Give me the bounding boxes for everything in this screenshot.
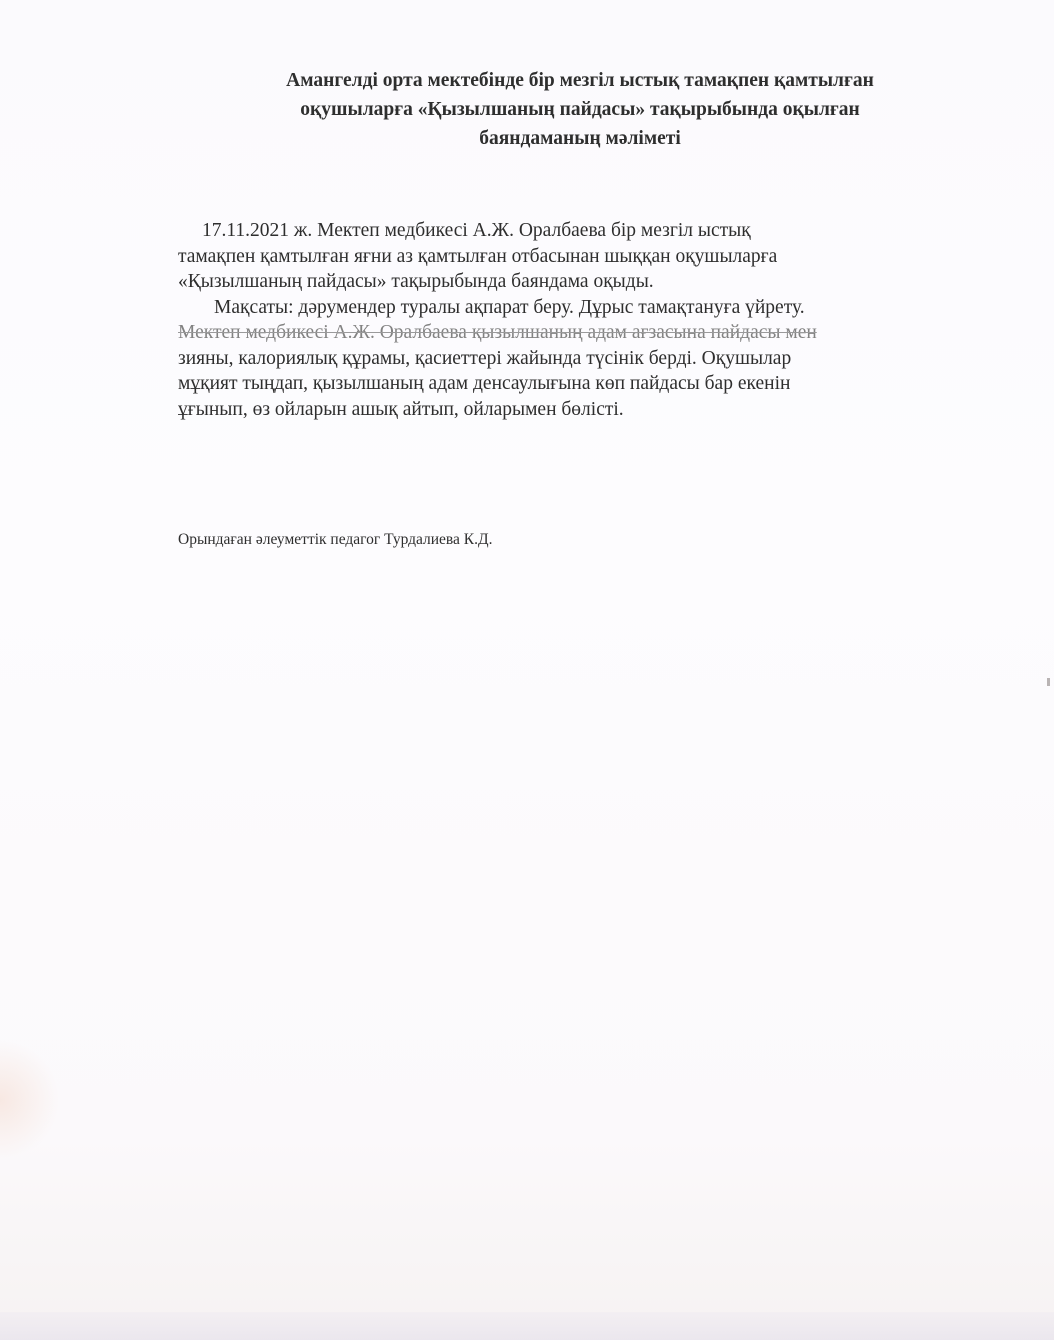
scan-speck <box>1047 678 1050 686</box>
body-line-faded: Мектеп медбикесі А.Ж. Оралбаева қызылшаның адам ағзасына пайдасы мен <box>178 322 817 343</box>
body-line: ұғынып, өз ойларын ашық айтып, ойларымен бөлісті. <box>178 398 624 420</box>
title-line: Амангелді орта мектебінде бір мезгіл ыстық тамақпен қамтылған <box>286 70 874 91</box>
signature-line: Орындаған әлеуметтік педагог Турдалиева К.Д. <box>178 531 493 548</box>
paper-stain <box>0 1040 60 1160</box>
document-title <box>200 66 960 153</box>
document-body <box>178 218 978 422</box>
body-line: мұқият тыңдап, қызылшаның адам денсаулығына көп пайдасы бар екенін <box>178 373 791 394</box>
body-line: тамақпен қамтылған яғни аз қамтылған отбасынан шыққан оқушыларға <box>178 245 778 267</box>
body-line: 17.11.2021 ж. Мектеп медбикесі А.Ж. Оралбаева бір мезгіл ыстық <box>202 220 751 241</box>
body-line: зияны, калориялық құрамы, қасиеттері жайында түсінік берді. Оқушылар <box>178 347 792 369</box>
title-line: баяндаманың мәліметі <box>479 128 681 149</box>
title-line: оқушыларға «Қызылшаның пайдасы» тақырыбында оқылған <box>300 99 860 120</box>
scan-bottom-edge <box>0 1312 1054 1340</box>
body-line: «Қызылшаның пайдасы» тақырыбында баяндама оқыды. <box>178 271 654 292</box>
body-line: Мақсаты: дәрумендер туралы ақпарат беру. Дұрыс тамақтануға үйрету. <box>214 296 805 318</box>
